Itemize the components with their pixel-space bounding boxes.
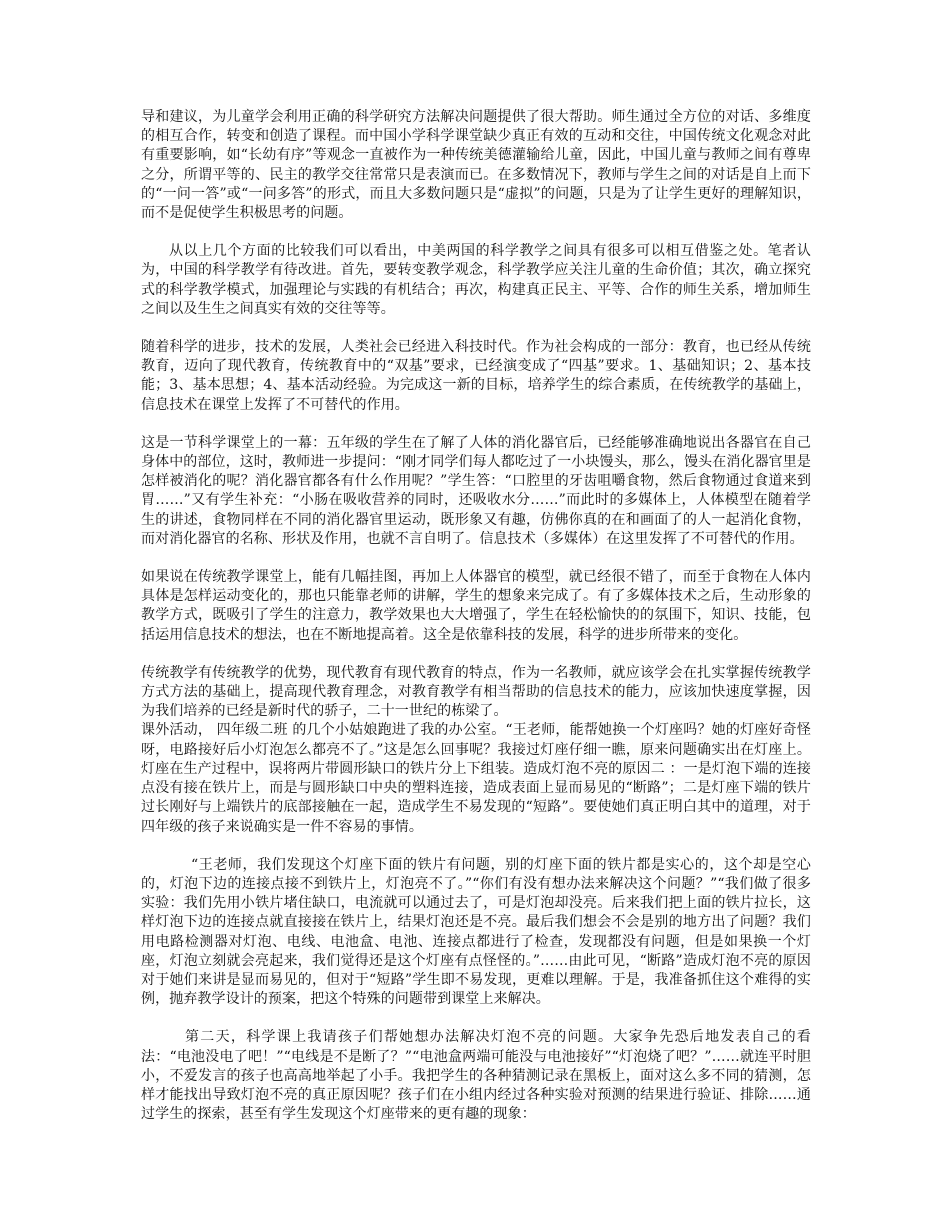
- paragraph-teacher-student-dialogue: 导和建议，为儿童学会利用正确的科学研究方法解决问题提供了很大帮助。师生通过全方位的对话、多维度的相互合作，转变和创造了课程。而中国小学科学课堂缺少真正有效的互动和交往，中国传统文化观念对此有重要影响，如“长幼有序”等观念一直被作为一种传统美德灌输给儿童，因此，中国儿童与教师之间有尊卑之分，所谓平等的、民主的教学交往常常只是表演而已。在多数情况下，教师与学生之间的对话是自上而下的“一问一答”或“一问多答”的形式，而且大多数问题只是“虚拟”的问题，只是为了让学生更好的理解知识，而不是促使学生积极思考的问题。: [141, 109, 811, 222]
- paragraph-comparison-conclusion: 从以上几个方面的比较我们可以看出，中美两国的科学教学之间具有很多可以相互借鉴之处。笔者认为，中国的科学教学有待改进。首先，要转变教学观念，科学教学应关注儿童的生命价值；其次，确立探究式的科学教学模式，加强理论与实践的有机结合；再次，构建真正民主、平等、合作的师生关系，增加师生之间以及生生之间真实有效的交往等等。: [141, 243, 811, 317]
- paragraph-digestion-lesson: 这是一节科学课堂上的一幕：五年级的学生在了解了人体的消化器官后，已经能够准确地说出各器官在自己身体中的部位，这时，教师进一步提问：“刚才同学们每人都吃过了一小块馒头，那么，馒头在消化器官里是怎样被消化的呢？消化器官都各有什么作用呢？”学生答：“口腔里的牙齿咀嚼食物，然后食物通过食道来到胃……”又有学生补充：“小肠在吸收营养的同时，还吸收水分……”而此时的多媒体上，人体模型在随着学生的讲述，食物同样在不同的消化器官里运动，既形象又有趣，仿佛你真的在和画面了的人一起消化食物，而对消化器官的名称、形状及作用，也就不言自明了。信息技术（多媒体）在这里发挥了不可替代的作用。: [141, 434, 811, 547]
- paragraph-technology-era: 随着科学的进步，技术的发展，人类社会已经进入科技时代。作为社会构成的一部分：教育，也已经从传统教育，迈向了现代教育，传统教育中的“双基”要求，已经演变成了“四基”要求。1、基础知识；2、基本技能；3、基本思想；4、基本活动经验。为完成这一新的目标，培养学生的综合素质，在传统教学的基础上，信息技术在课堂上发挥了不可替代的作用。: [141, 339, 811, 413]
- paragraph-next-day-class: 第二天，科学课上我请孩子们帮她想办法解决灯泡不亮的问题。大家争先恐后地发表自己的看法：“电池没电了吧！”“电线是不是断了？”“电池盒两端可能没与电池接好”“灯泡烧了吧？”……就连平时胆小，不爱发言的孩子也高高地举起了小手。我把学生的各种猜测记录在黑板上，面对这么多不同的猜测，怎样才能找出导致灯泡不亮的真正原因呢？孩子们在小组内经过各种实验对预测的结果进行验证、排除……通过学生的探索，甚至有学生发现这个灯座带来的更有趣的现象：: [141, 1029, 811, 1123]
- paragraph-traditional-vs-modern: 传统教学有传统教学的优势，现代教育有现代教育的特点，作为一名教师，就应该学会在扎实掌握传统教学方式方法的基础上，提高现代教育理念，对教育教学有相当帮助的信息技术的能力，应该加快速度掌握，因为我们培养的已经是新时代的骄子，二十一世纪的栋梁了。: [141, 664, 811, 720]
- paragraph-gap: [141, 319, 811, 338]
- paragraph-gap: [141, 1009, 811, 1028]
- paragraph-gap: [141, 837, 811, 856]
- paragraph-gap: [141, 549, 811, 568]
- paragraph-student-experiments: “王老师，我们发现这个灯座下面的铁片有问题，别的灯座下面的铁片都是实心的，这个却是空心的，灯泡下边的连接点接不到铁片上，灯泡亮不了。”“你们有没有想办法来解决这个问题？”“我们做了很多实验：我们先用小铁片堵住缺口，电流就可以通过去了，可是灯泡却没亮。后来我们把上面的铁片拉长，这样灯泡下边的连接点就直接接在铁片上，结果灯泡还是不亮。最后我们想会不会是别的地方出了问题？我们用电路检测器对灯泡、电线、电池盒、电池、连接点都进行了检查，发现都没有问题，但是如果换一个灯座，灯泡立刻就会亮起来，我们觉得还是这个灯座有点怪怪的。”……由此可见，“断路”造成灯泡不亮的原因对于她们来讲是显而易见的，但对于“短路”学生即不易发现，更难以理解。于是，我准备抓住这个难得的实例，抛弃教学设计的预案，把这个特殊的问题带到课堂上来解决。: [141, 856, 811, 1008]
- paragraph-lamp-holder-story: 课外活动， 四年级二班 的几个小姑娘跑进了我的办公室。“王老师，能帮她换一个灯座吗？她的灯座好奇怪呀，电路接好后小灯泡怎么都亮不了。”这是怎么回事呢？我接过灯座仔细一瞧，原来问题确实出在灯座上。灯座在生产过程中，误将两片带圆形缺口的铁片分上下组装。造成灯泡不亮的原因二 ：一是灯泡下端的连接点没有接在铁片上，而是与圆形缺口中央的塑料连接，造成表面上显而易见的“断路”；二是灯座下端的铁片过长刚好与上端铁片的底部接触在一起，造成学生不易发现的“短路”。要使她们真正明白其中的道理，对于四年级的孩子来说确实是一件不容易的事情。: [141, 722, 811, 835]
- paragraph-multimedia-benefits: 如果说在传统教学课堂上，能有几幅挂图，再加上人体器官的模型，就已经很不错了，而至于食物在人体内具体是怎样运动变化的，那也只能靠老师的讲解，学生的想象来完成了。有了多媒体技术之后，生动形象的教学方式，既吸引了学生的注意力，教学效果也大大增强了，学生在轻松愉快的的氛围下，知识、技能，包括运用信息技术的想法，也在不断地提高着。这全是依靠科技的发展，科学的进步所带来的变化。: [141, 569, 811, 643]
- paragraph-gap: [141, 415, 811, 434]
- paragraph-gap: [141, 645, 811, 664]
- document-page: [141, 108, 811, 1124]
- paragraph-gap: [141, 223, 811, 242]
